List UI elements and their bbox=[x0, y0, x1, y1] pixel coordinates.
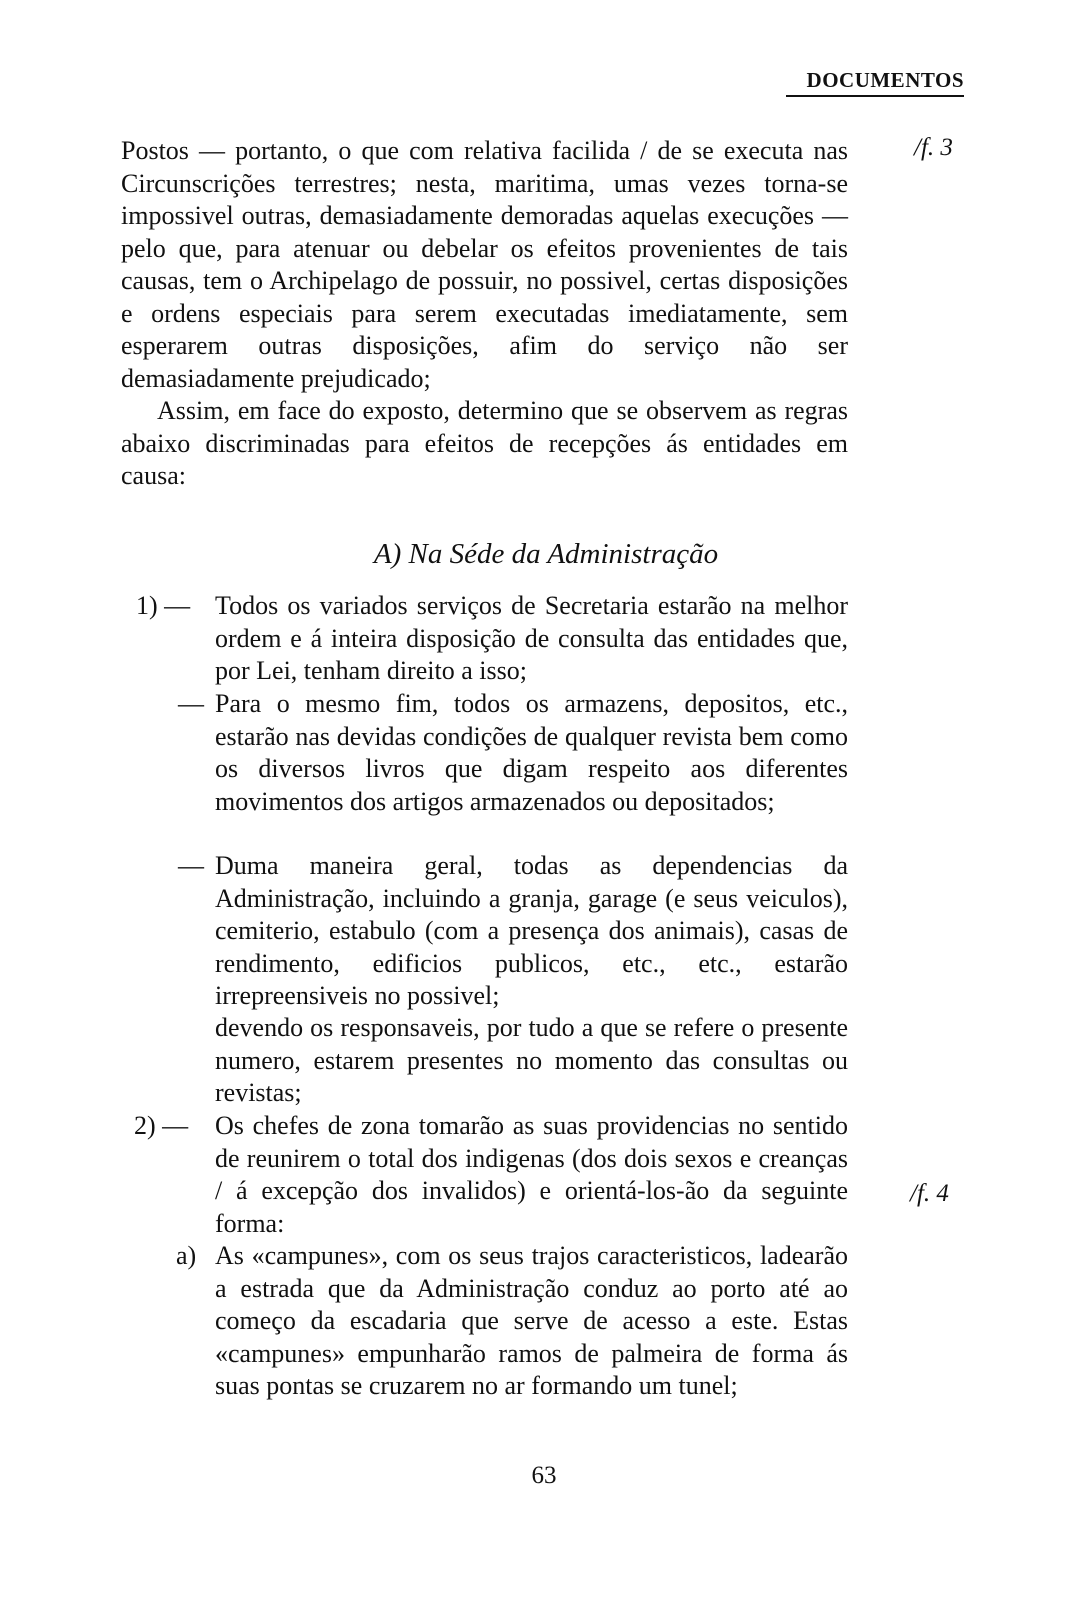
item-marker-3: — bbox=[178, 851, 204, 880]
intro-paragraph-2: Assim, em face do exposto, determino que se observem as regras abaixo discriminadas para efeitos de recepções ás entidades em causa: bbox=[121, 396, 848, 490]
page-number: 63 bbox=[531, 1462, 557, 1489]
list-item-continuation: devendo os responsaveis, por tudo a que se refere o presente numero, estarem presentes no momento das consultas ou revistas; bbox=[215, 1013, 848, 1107]
folio-note-3: /f. 3 bbox=[914, 134, 953, 161]
section-title: A) Na Séde da Administração bbox=[373, 538, 719, 570]
item-marker-2: — bbox=[178, 689, 204, 718]
folio-note-4: /f. 4 bbox=[910, 1180, 949, 1207]
list-item-6: As «campunes», com os seus trajos caracteristicos, ladearão a estrada que da Administração conduz ao porto até ao começo da escadaria que serve de acesso a este. Estas «campunes» empunharão ramos de palmeira de forma ás suas pontas se cruzarem no ar formando um tunel; bbox=[215, 1241, 848, 1400]
list-item-3: Duma maneira geral, todas as dependencias da Administração, incluindo a granja, garage (e seus veiculos), cemiterio, estabulo (com a presença dos animais), casas de rendimento, edificios publicos, etc., etc., estarão irrepreensiveis no possivel; bbox=[215, 851, 848, 1010]
intro-paragraph-1: Postos — portanto, o que com relativa facilida / de se executa nas Circunscrições terrestres; nesta, maritima, umas vezes torna-se impossivel outras, demasiadamente demoradas aquelas execuções — pelo que, para atenuar ou debelar os efeitos provenientes de tais causas, tem o Archipelago de possuir, no possivel, certas disposições e ordens especiais para serem executadas imediatamente, sem esperarem outras disposições, afim do serviço não ser demasiadamente prejudicado; bbox=[121, 136, 848, 393]
running-header: DOCUMENTOS bbox=[786, 68, 964, 97]
intro-text bbox=[121, 135, 848, 493]
list-item-5: Os chefes de zona tomarão as suas providencias no sentido de reunirem o total dos indigenas (dos dois sexos e creanças / á excepção dos invalidos) e orientá-los-ão da seguinte forma: bbox=[215, 1111, 848, 1238]
list-item-1: Todos os variados serviços de Secretaria estarão na melhor ordem e á inteira disposição de consulta das entidades que, por Lei, tenham direito a isso; bbox=[215, 591, 848, 685]
list-item-2: Para o mesmo fim, todos os armazens, depositos, etc., estarão nas devidas condições de qualquer revista bem como os diversos livros que digam respeito aos diferentes movimentos dos artigos armazenados ou depositados; bbox=[215, 689, 848, 816]
item-marker-6: a) bbox=[176, 1241, 197, 1270]
item-marker-1: 1) — bbox=[136, 591, 191, 620]
item-marker-5: 2) — bbox=[134, 1111, 189, 1140]
